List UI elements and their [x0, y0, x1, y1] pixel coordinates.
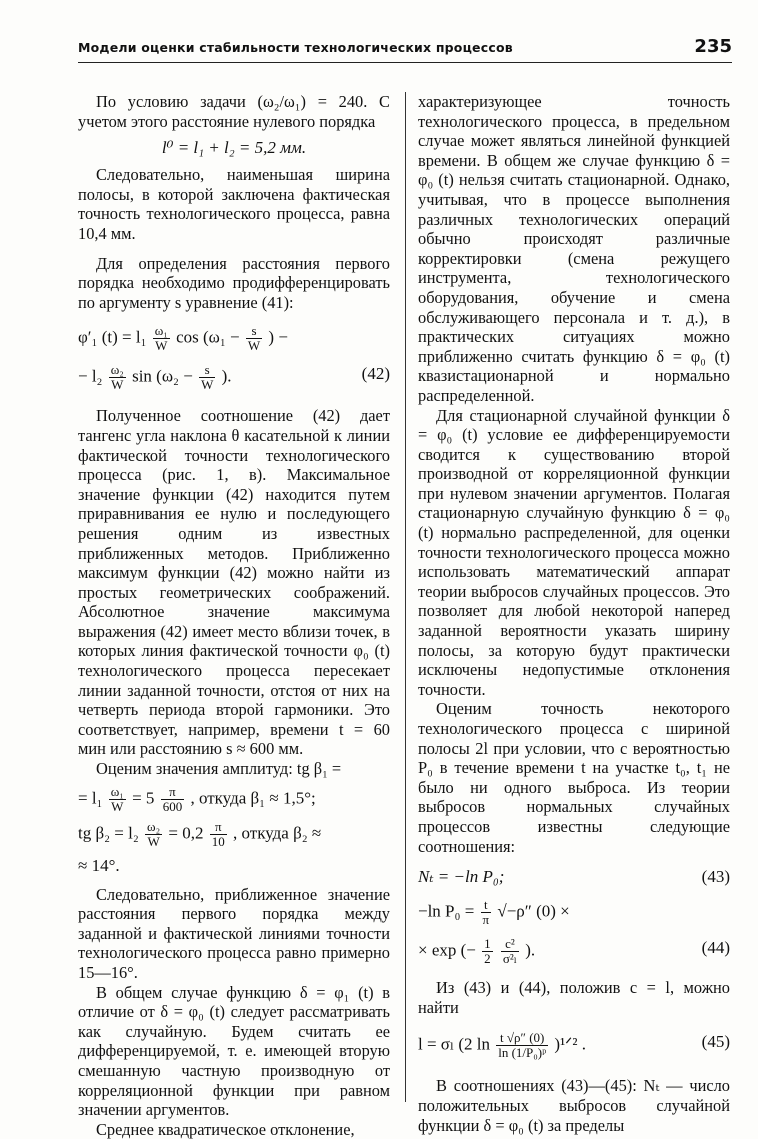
formula-42-line2: − l₂ $\frac{\text{ω₂}}{W}$ sin (ω₂ − $\frac{s}{W}$ ). (42): [78, 362, 390, 393]
formula-43: Nₜ = −ln P₀; (43): [418, 867, 730, 887]
paragraph: Для стационарной случайной функции δ = φ₀ (t) условие ее дифференцируемости сводится к существованию второй производной от корреляционной функции при нулевом значении аргументов. Полагая стационарную случайную функцию δ = φ₀ (t) нормально распределенной, для оценки точности технологического процесса можно использовать математический аппарат теории выбросов случайных процессов. Это позволяет для любой некоторой наперед заданной вероятности указать ширину полосы, за которую будут практически исключены недопустимые отклонения точности.: [418, 405, 730, 699]
paragraph: Оценим точность некоторого технологического процесса с шириной полосы 2l при условии, что с вероятностью P₀ в течение времени t на участке t₀, t₁ не было ни одного выброса. Из теории выбросов нормальных случайных процессов известны следующие соотношения:: [418, 699, 730, 856]
paragraph: Следовательно, наименьшая ширина полосы, в которой заключена фактическая точность технологического процесса, равна 10,4 мм.: [78, 165, 390, 243]
equation-number: (45): [701, 1032, 730, 1052]
formula-beta2: tg β₂ = l₂ $\frac{\text{ω₂}}{W}$ = 0,2 $\frac{\pi}{10}$ , откуда β₂ ≈: [78, 818, 322, 849]
formula-beta1: = l₁ $\frac{\text{ω₁}}{W}$ = 5 $\frac{\pi}{600}$ , откуда β₁ ≈ 1,5°;: [78, 783, 316, 814]
header-rule: [78, 62, 732, 63]
formula-44-line1: −ln P₀ = $\frac{t}{\pi}$ √−ρ″ (0) ×: [418, 897, 570, 928]
paragraph: Из (43) и (44), положив c = l, можно найти: [418, 978, 730, 1017]
paragraph: Для определения расстояния первого порядка необходимо продифференцировать по аргументу s уравнение (41):: [78, 253, 390, 312]
paragraph: В общем случае функцию δ = φ₁ (t) в отличие от δ = φ₀ (t) следует рассматривать как случайную. Будем считать ее дифференцируемой, т. е. имеющей вторую смешанную частную производную от корреляционной функции при равном значении аргументов.: [78, 982, 390, 1120]
formula-45: l = σₗ (2 ln $\frac{t √\rho'' (0)}{\text{ln (1/P₀)ᵖ}}$ )¹ᐟ² . (45): [418, 1030, 730, 1061]
paragraph: Полученное соотношение (42) дает тангенс угла наклона θ касательной к линии фактической точности технологического процесса (рис. 1, в). Максимальное значение функции (42) находится путем приравнивания ее нулю и последующего решения одним из известных приближенных методов. Приближенно максимум функции (42) можно найти из простых геометрических соображений. Абсолютное значение максимума выражения (42) имеет место вблизи точек, в которых линия фактической точности φ₀ (t) технологического процесса пересекает линии заданной точности, отстоя от них на четверть периода второй гармоники. Это соответствует, например, времени t = 60 мин или расстоянию s ≈ 600 мм.: [78, 406, 390, 759]
running-title: Модели оценки стабильности технологических процессов: [78, 40, 513, 55]
paragraph: Оценим значения амплитуд: tg β₁ =: [96, 759, 342, 779]
equation-number: (42): [361, 364, 390, 384]
formula-l0: l⁰ = l₁ + l₂ = 5,2 мм.: [161, 138, 307, 158]
paragraph: Среднее квадратическое отклонение,: [96, 1119, 355, 1139]
formula-42-line1: φ′₁ (t) = l₁ $\frac{\text{ω₁}}{W}$ cos (ω₁ − $\frac{s}{W}$ ) −: [78, 323, 288, 354]
paragraph: В соотношениях (43)—(45): Nₜ — число положительных выбросов случайной функции δ = φ₀ (t) за пределы: [418, 1076, 730, 1135]
equation-number: (43): [701, 867, 730, 887]
formula-beta2-tail: ≈ 14°.: [78, 855, 120, 875]
paragraph: Следовательно, приближенное значение расстояния первого порядка между заданной и фактической линиями точности технологического процесса равно примерно 15—16°.: [78, 884, 390, 982]
right-column: [418, 92, 730, 1135]
formula-44-line2: × exp (− $\frac{1}{2}$ $\frac{\text{c²}}{\text{σ²ₗ}}$ ). (44): [418, 936, 730, 967]
equation-number: (44): [701, 938, 730, 958]
paragraph: По условию задачи (ω₂/ω₁) = 240. С учетом этого расстояние нулевого порядка: [78, 92, 390, 131]
page-number: 235: [694, 36, 732, 57]
left-column: [78, 92, 390, 1139]
paragraph: характеризующее точность технологического процесса, в предельном случае может являться линейной функцией времени. В общем же случае функцию δ = φ₀ (t) нельзя считать стационарной. Однако, учитывая, что в процессе выполнения различных технологических операций обычно происходят различные корректировки (смена режущего инструмента, технологического оборудования, обучение и смена обслуживающего персонала и т. д.), в практических ситуациях можно приближенно считать функцию δ = φ₀ (t) квазистационарной и нормально распределенной.: [418, 92, 730, 405]
running-header: [78, 36, 732, 60]
column-divider: [405, 92, 406, 1102]
